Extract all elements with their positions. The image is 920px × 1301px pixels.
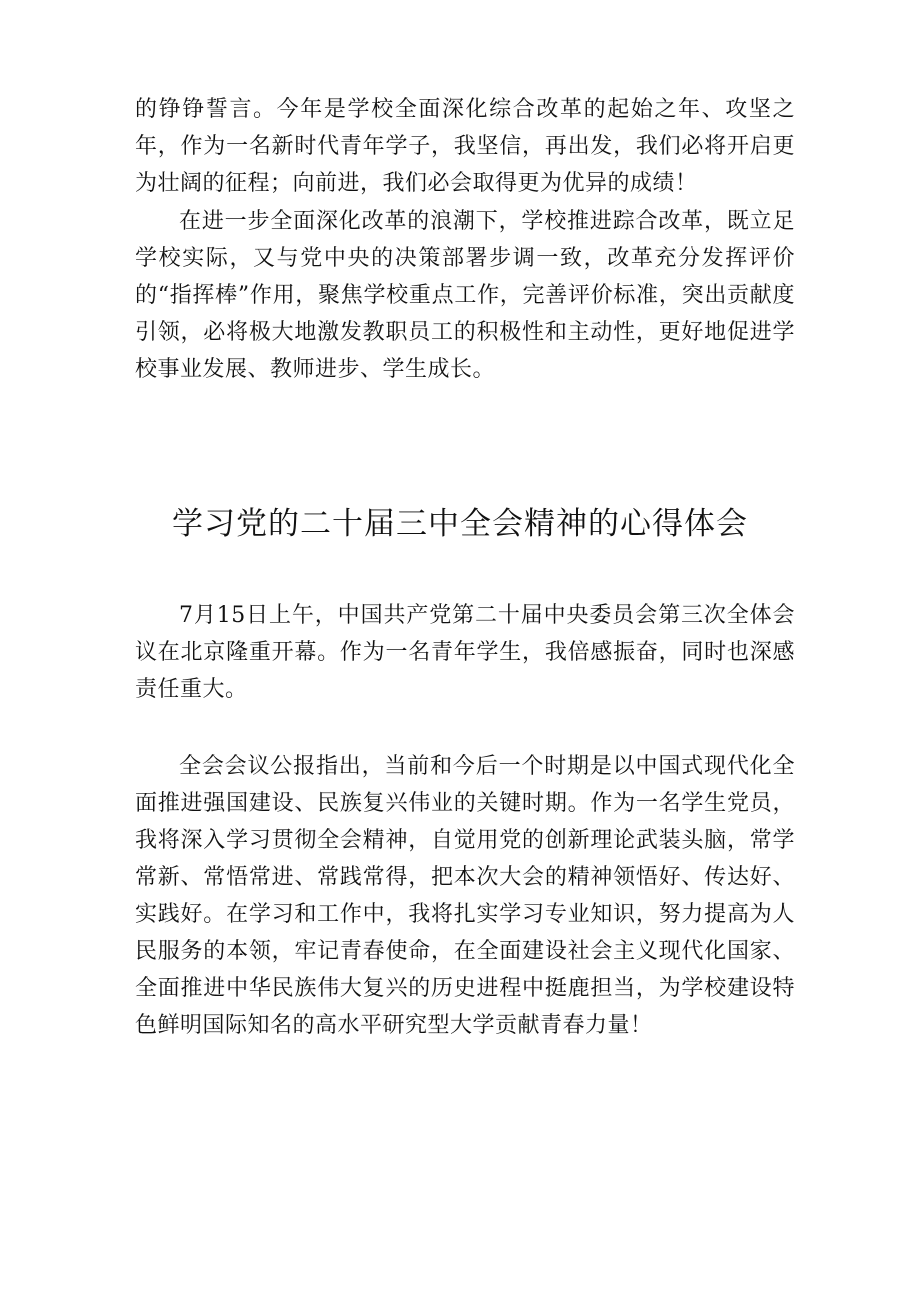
paragraph-reform: 在进一步全面深化改革的浪潮下，学校推进踪合改革，既立足学校实际，又与党中央的决策部署步调一致，改革充分发挥评价的“指挥棒”作用，聚焦学校重点工作，完善评价标准，突出贡献度引领，必将极大地激发教职员工的积极性和主动性，更好地促进学校事业发展、教师进步、学生成长。 [135, 209, 795, 382]
paragraph-plenary-opening: 7月15日上午，中国共产党第二十届中央委员会第三次全体会议在北京隆重开幕。作为一名青年学生，我倍感振奋，同时也深感责任重大。 [135, 603, 795, 702]
paragraph-communique: 全会会议公报指出，当前和今后一个时期是以中国式现代化全面推进强国建设、民族复兴伟业的关键时期。作为一名学生党员，我将深入学习贯彻全会精神，自觉用党的创新理论武装头脑，常学常新、常悟常进、常践常得，把本次大会的精神领悟好、传达好、实践好。在学习和工作中，我将扎实学习专业知识，努力提高为人民服务的本领，牢记青春使命，在全面建设社会主义现代化国家、全面推进中华民族伟大复兴的历史进程中挺鹿担当，为学校建设特色鲜明国际知名的高水平研究型大学贡献青春力量！ [135, 754, 795, 1038]
document-title: 学习党的二十届三中全会精神的心得体会 [172, 506, 748, 542]
paragraph-continuation: 的铮铮誓言。今年是学校全面深化综合改革的起始之年、攻坚之年，作为一名新时代青年学子，我坚信，再出发，我们必将开启更为壮阔的征程；向前进，我们必会取得更为优异的成绩！ [135, 97, 795, 196]
